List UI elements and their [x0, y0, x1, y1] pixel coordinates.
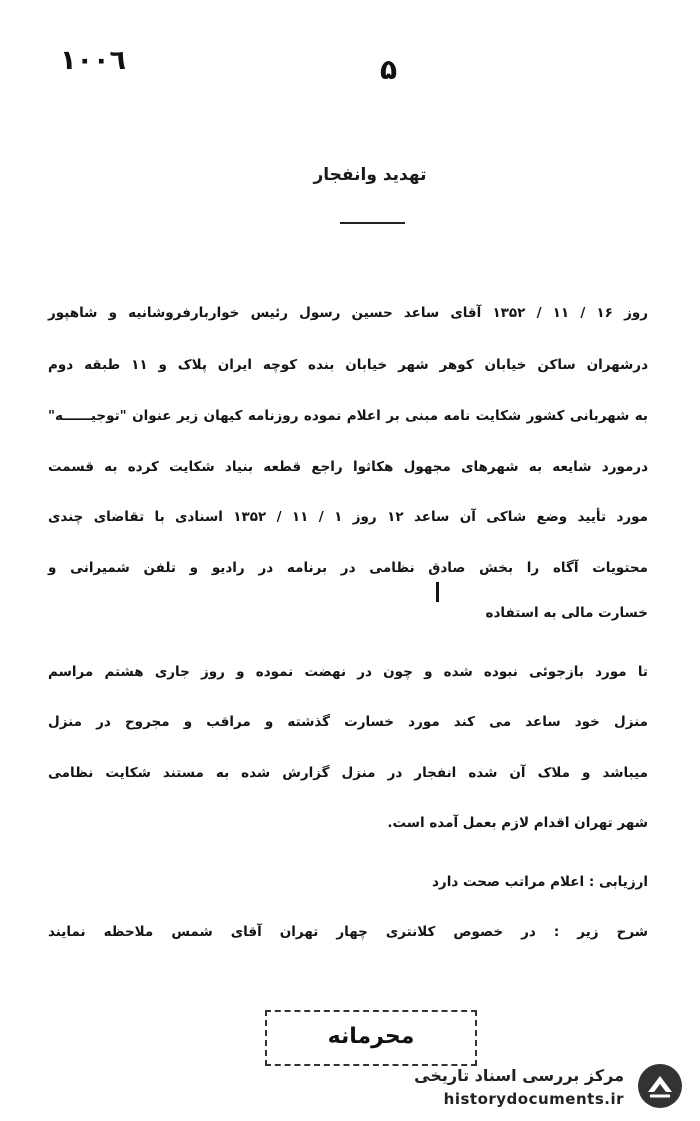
body-line: محتویات آگاه را بخش صادق نظامی در برنامه در رادیو و تلفن شمیرانی و	[48, 560, 648, 576]
page-number: ۵	[380, 53, 398, 86]
margin-mark	[436, 582, 439, 602]
body-line: درمورد شایعه به شهرهای مجهول هکاثوا راجع قطعه بنیاد شکایت کرده به قسمت	[48, 459, 648, 475]
watermark	[390, 1058, 690, 1118]
body-line: شهر تهران اقدام لازم بعمل آمده است.	[387, 815, 648, 831]
distribution-line: شرح زیر : در خصوص کلانتری چهار تهران آقای شمس ملاحظه نمایند	[48, 924, 648, 940]
title-underline	[340, 222, 405, 224]
body-line: به شهربانی کشور شکایت نامه مبنی بر اعلام نموده روزنامه کیهان زیر عنوان "توجیــــــه"	[48, 408, 648, 424]
watermark-title: مرکز بررسی اسناد تاریخی	[414, 1066, 624, 1085]
body-line: تا مورد بازجوئی نبوده شده و چون در نهضت نموده و روز جاری هشتم مراسم	[48, 664, 648, 680]
body-line: درشهران ساکن خیابان کوهر شهر خیابان بنده کوچه ایران پلاک و ۱۱ طبقه دوم	[48, 357, 648, 373]
body-line: مورد تأیید وضع شاکی آن ساعد ۱۲ روز ۱ / ۱۱ / ۱۳۵۲ اسنادی با تقاضای چندی	[48, 509, 648, 525]
body-line: منزل خود ساعد می کند مورد خسارت گذشته و مراقب و مجروح در منزل	[48, 714, 648, 730]
document-title: تهدید وانفجار	[313, 165, 427, 185]
body-line: میباشد و ملاک آن شده انفجار در منزل گزارش شده به مستند شکایت نظامی	[48, 765, 648, 781]
document-number: ١٠٠٦	[60, 45, 126, 76]
watermark-url: historydocuments.ir	[443, 1090, 624, 1108]
archive-logo-icon	[636, 1062, 684, 1110]
stamp-text: محرمانه	[327, 1024, 415, 1049]
evaluation-line: ارزیابی : اعلام مراتب صحت دارد	[432, 874, 648, 890]
body-line: خسارت مالی به استفاده	[485, 605, 648, 621]
body-line: روز ۱۶ / ۱۱ / ۱۳۵۲ آقای ساعد حسین رسول رئیس خواربارفروشانیه و شاهپور	[48, 305, 649, 321]
